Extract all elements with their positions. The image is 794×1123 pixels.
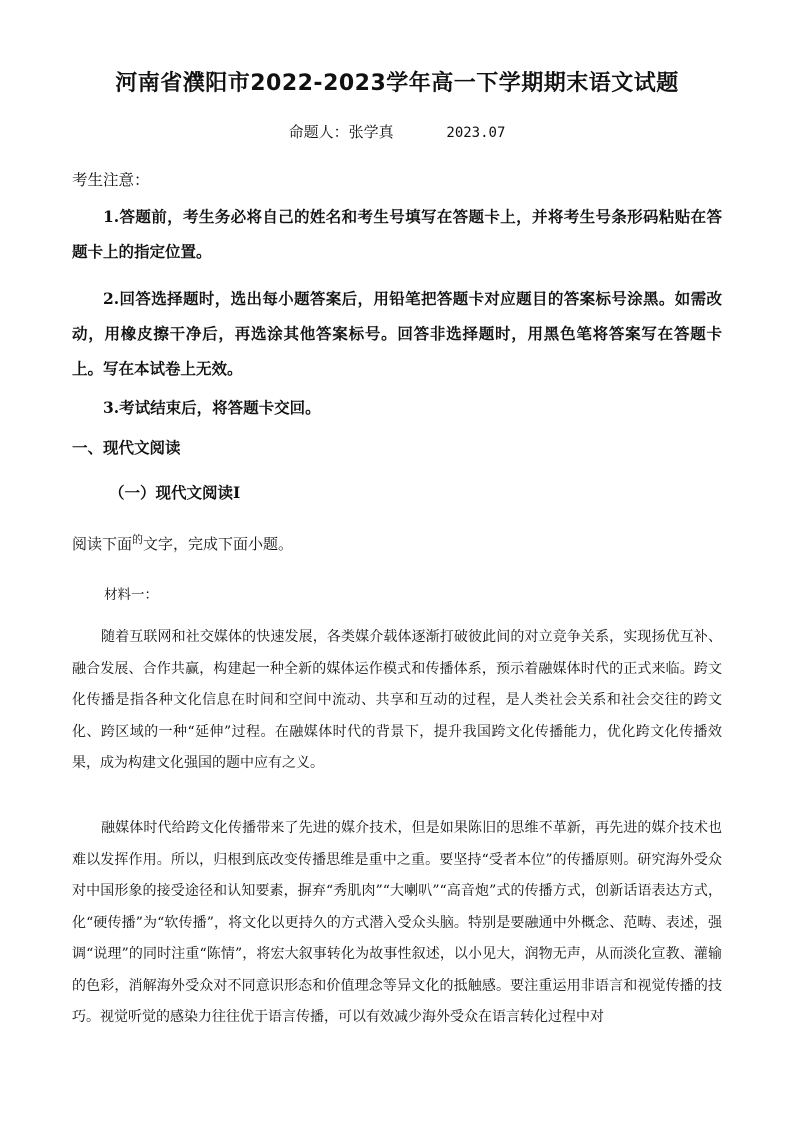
- section-subheading: （一）现代文阅读Ⅰ: [109, 483, 241, 502]
- author-date: 2023.07: [446, 125, 506, 141]
- material-paragraph-2: 融媒体时代给跨文化传播带来了先进的媒介技术，但是如果陈旧的思维不革新，再先进的媒介技术也难以发挥作用。所以，归根到底改变传播思维是重中之重。要坚持“受者本位”的传播原则。研究海外受众对中国形象的接受途径和认知要素，摒弃“秀肌肉”“大喇叭”“高音炮”式的传播方式，创新话语表达方式，化“硬传播”为“软传播”，将文化以更持久的方式潜入受众头脑。特别是要融通中外概念、范畴、表述，强调“说理”的同时注重“陈情”，将宏大叙事转化为故事性叙述，以小见大，润物无声，从而淡化宣教、灌输的色彩，消解海外受众对不同意识形态和价值理念等异文化的抵触感。要注重运用非语言和视觉传播的技巧。视觉听觉的感染力往往优于语言传播，可以有效减少海外受众在语言转化过程中对: [72, 820, 722, 1025]
- notice-heading: 考生注意：: [72, 171, 150, 189]
- notice-item-2: 2.回答选择题时，选出每小题答案后，用铅笔把答题卡对应题目的答案标号涂黑。如需改动，用橡皮擦干净后，再选涂其他答案标号。回答非选择题时，用黑色笔将答案写在答题卡上。写在本试卷上无效。: [72, 289, 722, 378]
- notice-item-3: 3.考试结束后，将答题卡交回。: [103, 398, 321, 417]
- author-label: 命题人：张学真: [288, 123, 394, 141]
- instruction-after: 文字，完成下面小题。: [143, 536, 294, 553]
- author-line: [0, 121, 794, 142]
- instruction-before: 阅读下面: [72, 536, 133, 553]
- notice-item-1: 1.答题前，考生务必将自己的姓名和考生号填写在答题卡上，并将考生号条形码粘贴在答题卡上的指定位置。: [72, 207, 722, 261]
- instruction-de: 的: [132, 534, 144, 546]
- reading-instruction: [72, 531, 722, 554]
- section-heading: 一、现代文阅读: [72, 438, 181, 457]
- material-paragraph-1: 随着互联网和社交媒体的快速发展，各类媒介载体逐渐打破彼此间的对立竞争关系，实现扬优互补、融合发展、合作共赢，构建起一种全新的媒体运作模式和传播体系，预示着融媒体时代的正式来临。跨文化传播是指各种文化信息在时间和空间中流动、共享和互动的过程，是人类社会关系和社会交往的跨文化、跨区域的一种“延伸”过程。在融媒体时代的背景下，提升我国跨文化传播能力，优化跨文化传播效果，成为构建文化强国的题中应有之义。: [72, 629, 722, 771]
- material-label: 材料一：: [104, 587, 158, 603]
- page-title: 河南省濮阳市2022-2023学年高一下学期期末语文试题: [115, 71, 679, 96]
